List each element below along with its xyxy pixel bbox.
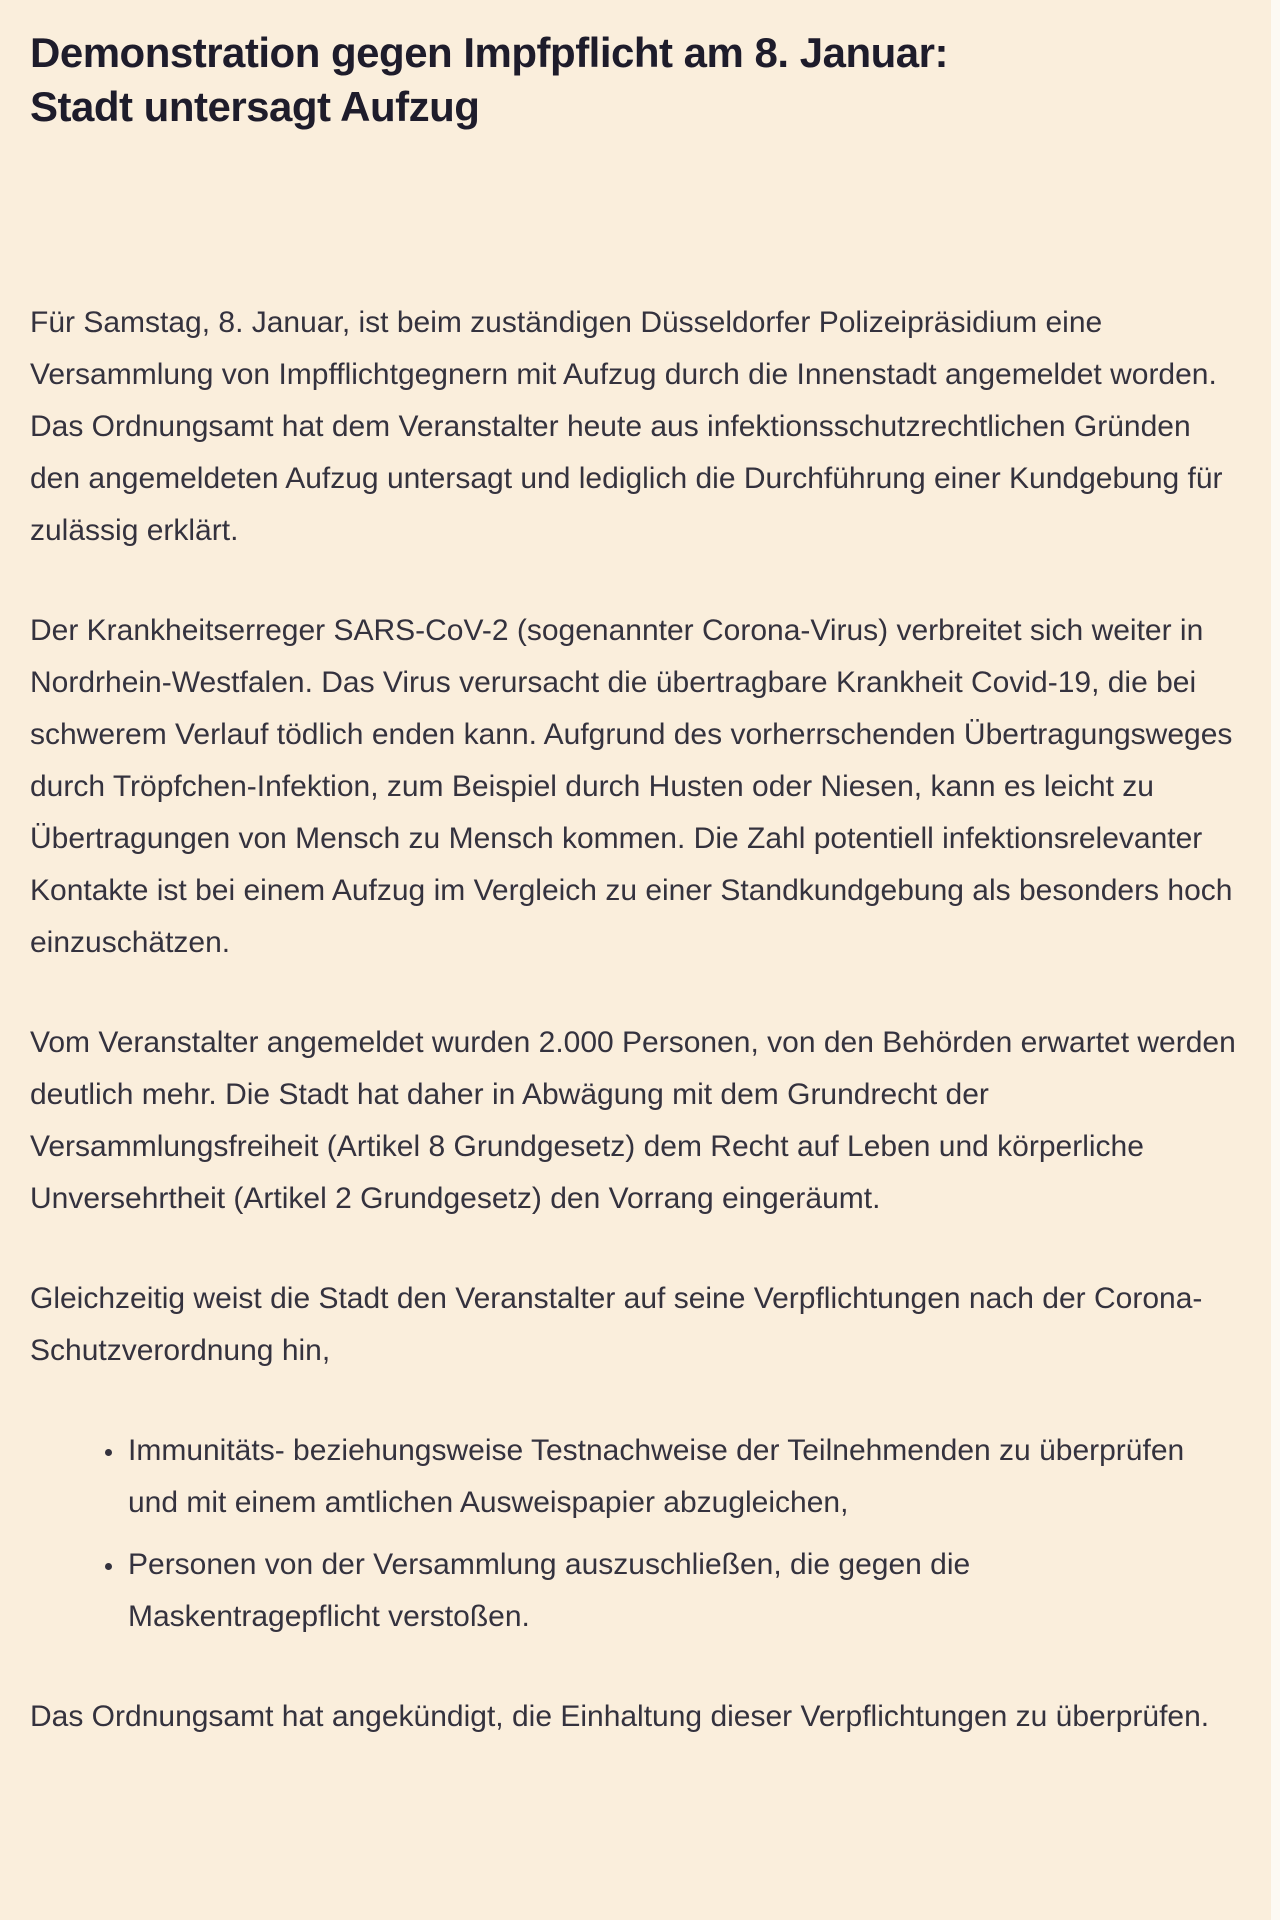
paragraph-virus-risk: Der Krankheitserreger SARS-CoV-2 (sogenannter Corona-Virus) verbreitet sich weiter in Nordrhein-Westfalen. Das Virus verursacht die übertragbare Krankheit Covid-19, die bei schwerem Verlauf tödlich enden kann. Aufgrund des vorherrschenden Übertragungsweges durch Tröpfchen-Infektion, zum Beispiel durch Husten oder Niesen, kann es leicht zu Übertragungen von Mensch zu Mensch kommen. Die Zahl potentiell infektionsrelevanter Kontakte ist bei einem Aufzug im Vergleich zu einer Standkundgebung als besonders hoch einzuschätzen. xyxy=(30,613,1233,959)
article-title xyxy=(30,26,1110,134)
list-item-test-proof: • Immunitäts- beziehungsweise Testnachweise der Teilnehmenden zu überprüfen und mit einem amtlichen Ausweispapier abzugleichen, xyxy=(126,1425,1210,1529)
paragraph-weighing-rights: Vom Veranstalter angemeldet wurden 2.000 Personen, von den Behörden erwartet werden deutlich mehr. Die Stadt hat daher in Abwägung mit dem Grundrecht der Versammlungsfreiheit (Artikel 8 Grundgesetz) dem Recht auf Leben und körperliche Unversehrtheit (Artikel 2 Grundgesetz) den Vorrang eingeräumt. xyxy=(30,1025,1236,1215)
article-title-line-2: Stadt untersagt Aufzug xyxy=(30,82,480,130)
paragraph-obligations-lead: Gleichzeitig weist die Stadt den Veranstalter auf seine Verpflichtungen nach der Corona-Schutzverordnung hin, xyxy=(30,1281,1203,1367)
list-item-mask-exclusion: • Personen von der Versammlung auszuschließen, die gegen die Maskentragepflicht verstoßen. xyxy=(126,1539,1210,1643)
paragraph-closing: Das Ordnungsamt hat angekündigt, die Einhaltung dieser Verpflichtungen zu überprüfen. xyxy=(30,1699,1210,1733)
obligations-list xyxy=(30,1425,1210,1643)
paragraph-registration: Für Samstag, 8. Januar, ist beim zuständigen Düsseldorfer Polizeipräsidium eine Versammlung von Impfflichtgegnern mit Aufzug durch die Innenstadt angemeldet worden. Das Ordnungsamt hat dem Veranstalter heute aus infektionsschutzrechtlichen Gründen den angemeldeten Aufzug untersagt und lediglich die Durchführung einer Kundgebung für zulässig erklärt. xyxy=(30,305,1223,547)
scrollbar-track[interactable] xyxy=(1271,0,1280,1920)
article-title-line-1: Demonstration gegen Impfpflicht am 8. Januar: xyxy=(30,29,948,76)
